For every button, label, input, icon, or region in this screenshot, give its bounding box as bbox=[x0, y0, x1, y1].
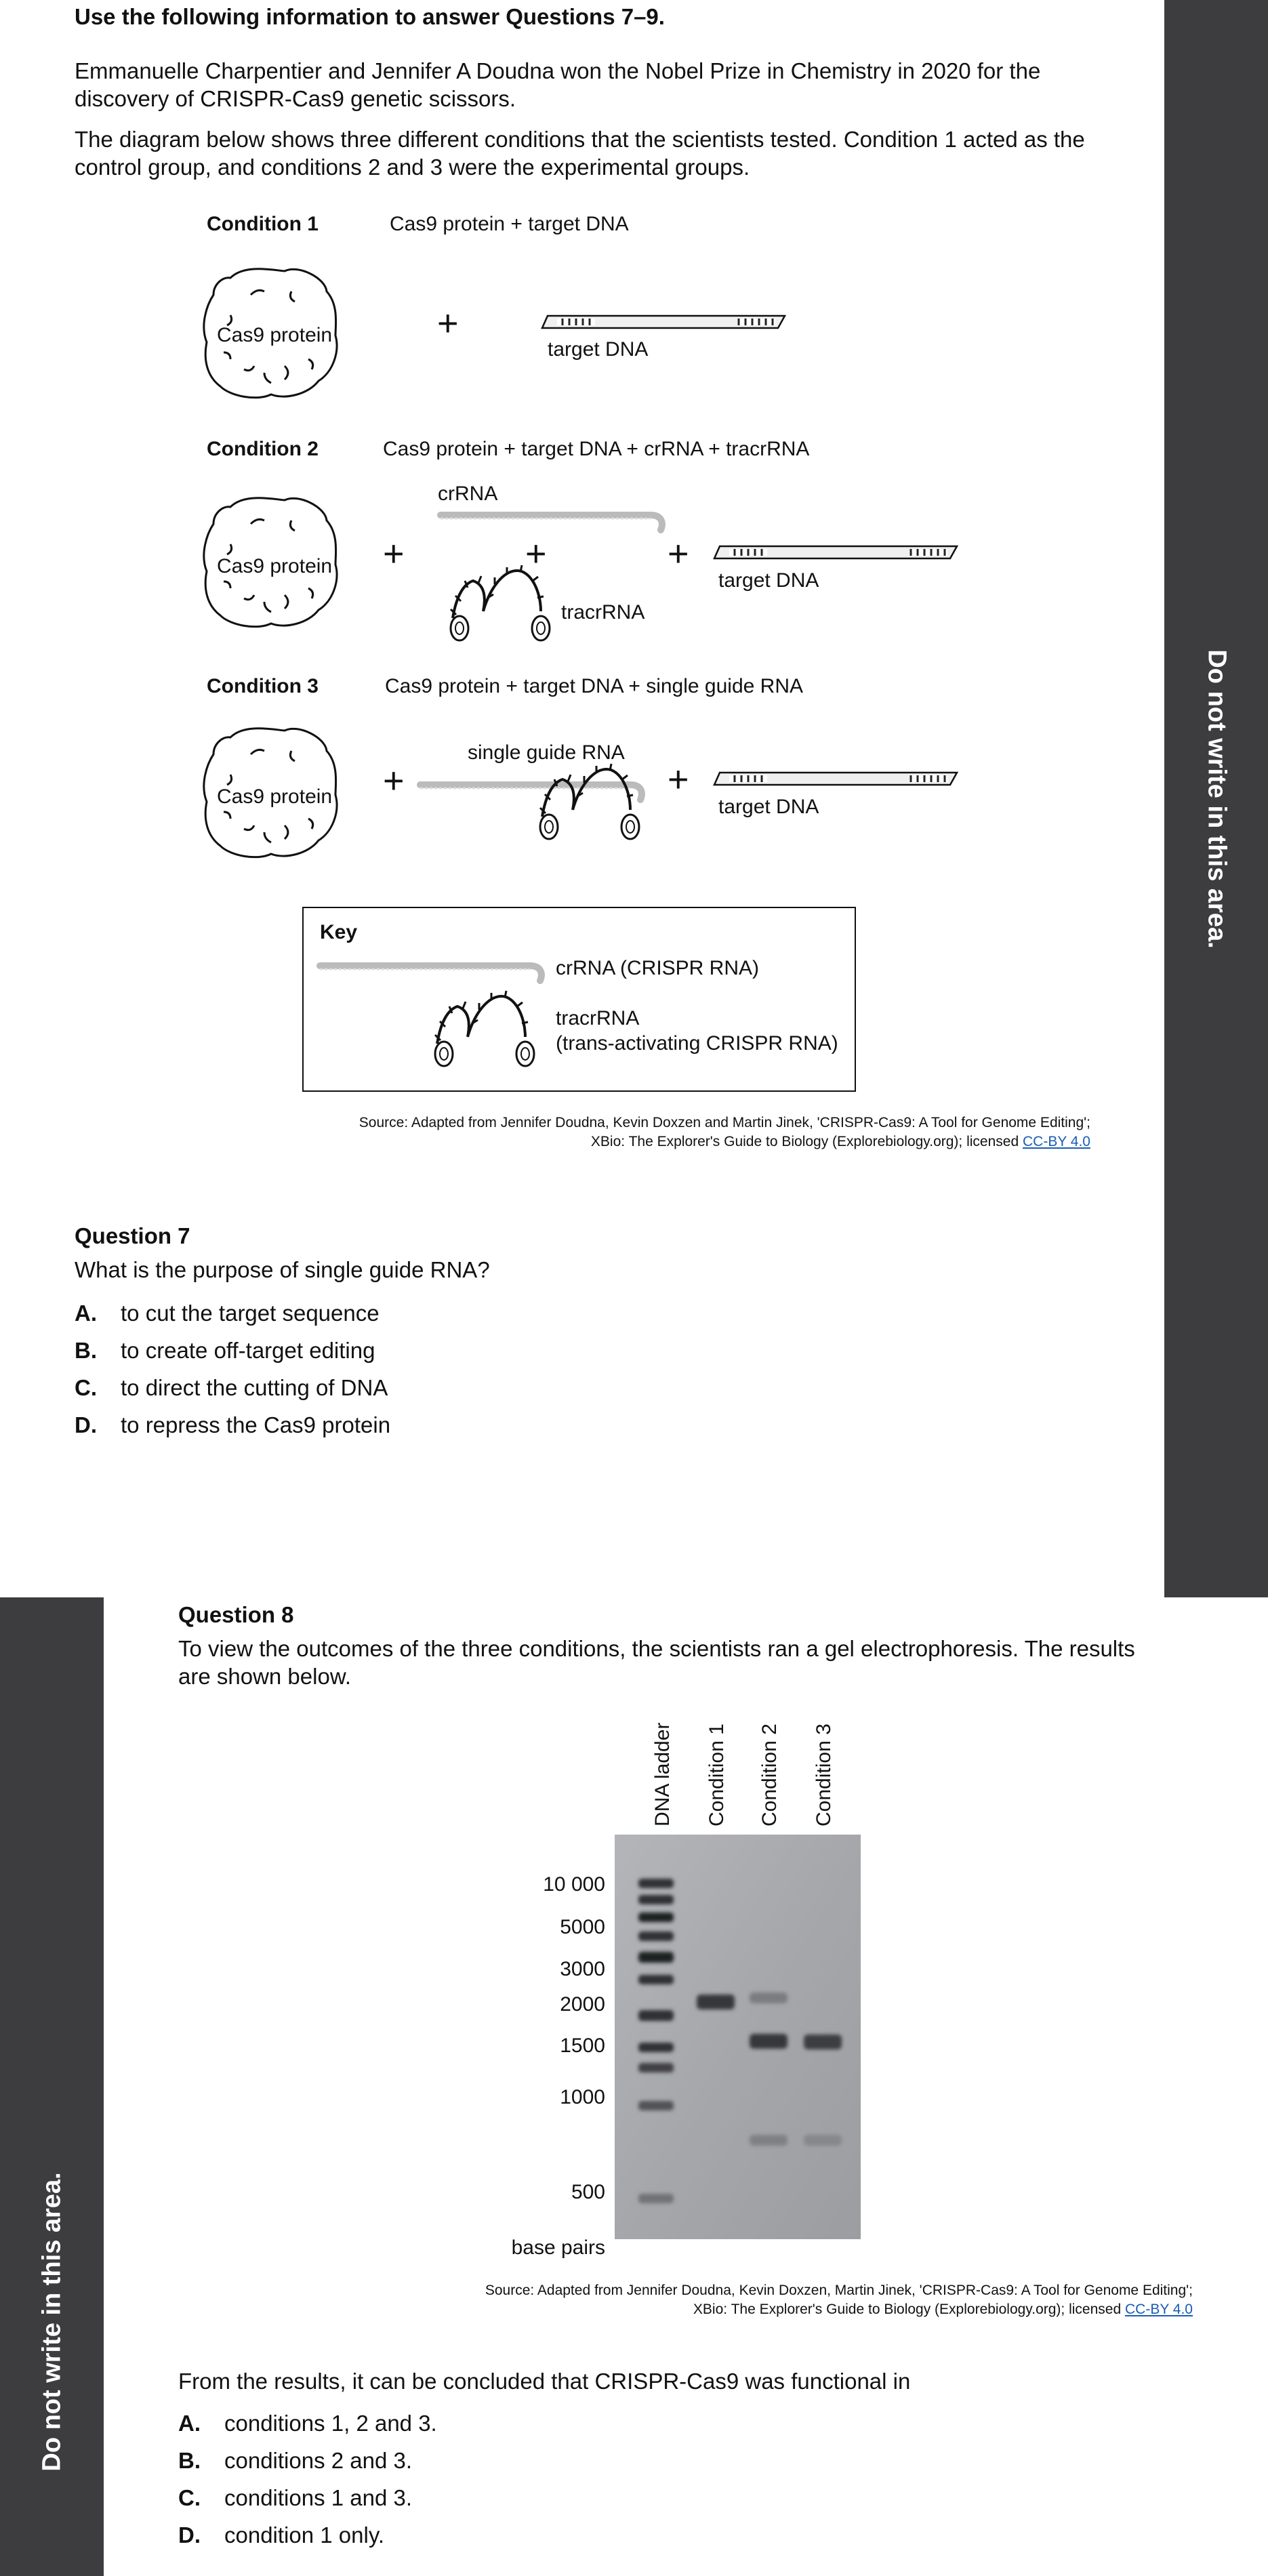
gel-source bbox=[312, 2281, 1193, 2319]
option-c[interactable]: C. conditions 1 and 3. bbox=[178, 2485, 413, 2510]
ladder-label-5000: 5000 bbox=[560, 1916, 605, 1938]
target-dna-label: target DNA bbox=[718, 569, 819, 592]
plus-sign: + bbox=[383, 533, 405, 574]
sgrna-label: single guide RNA bbox=[468, 741, 625, 764]
intro-heading: Use the following information to answer Questions 7–9. bbox=[75, 4, 665, 29]
option-d[interactable]: D. condition 1 only. bbox=[178, 2522, 385, 2548]
target-dna-label: target DNA bbox=[548, 338, 649, 361]
lane-label-condition-3: Condition 3 bbox=[813, 1723, 835, 1826]
condition-3-title: Condition 3 bbox=[207, 675, 319, 697]
tracrrna-label: tracrRNA bbox=[561, 601, 645, 623]
condition-2-title: Condition 2 bbox=[207, 438, 319, 460]
lane-label-condition-1: Condition 1 bbox=[705, 1723, 728, 1826]
intro-paragraph-2: The diagram below shows three different conditions that the scientists tested. Condition 1 acted as the control group, and conditions 2 and 3 were the experimental groups. bbox=[75, 127, 1085, 180]
right-margin-text: Do not write in this area. bbox=[1202, 649, 1231, 949]
option-a[interactable]: A. conditions 1, 2 and 3. bbox=[178, 2411, 437, 2436]
gel-axis-label: base pairs bbox=[511, 2236, 605, 2259]
option-c[interactable]: C. to direct the cutting of DNA bbox=[75, 1375, 388, 1400]
condition-1-bands bbox=[697, 1995, 735, 2009]
diagram-source bbox=[209, 1113, 1090, 1151]
ladder-label-1000: 1000 bbox=[560, 2086, 605, 2108]
tracrrna-shape bbox=[451, 565, 550, 640]
plus-sign: + bbox=[437, 303, 459, 344]
question-8-conclusion: From the results, it can be concluded that CRISPR-Cas9 was functional in bbox=[178, 2369, 911, 2394]
key-tracrrna-description: (trans-activating CRISPR RNA) bbox=[556, 1032, 838, 1055]
question-7-options bbox=[75, 1294, 390, 1444]
key-box bbox=[303, 907, 855, 1091]
ladder-label-1500: 1500 bbox=[560, 2035, 605, 2057]
option-a[interactable]: A. to cut the target sequence bbox=[75, 1301, 380, 1326]
diagram-source-line-1: Source: Adapted from Jennifer Doudna, Kevin Doxzen and Martin Jinek, 'CRISPR-Cas9: A Tool for Genome Editing'; bbox=[359, 1115, 1090, 1130]
question-7-title: Question 7 bbox=[75, 1223, 190, 1248]
target-dna-shape bbox=[714, 546, 957, 558]
key-crrna-label: crRNA (CRISPR RNA) bbox=[556, 957, 760, 979]
condition-2-formula: Cas9 protein + target DNA + crRNA + tracrRNA bbox=[383, 438, 810, 460]
cas9-label: Cas9 protein bbox=[217, 555, 333, 577]
crispr-conditions-diagram bbox=[0, 197, 1164, 1159]
plus-sign: + bbox=[668, 759, 689, 800]
lane-label-dna-ladder: DNA ladder bbox=[651, 1722, 674, 1826]
option-b[interactable]: B. to create off-target editing bbox=[75, 1338, 375, 1363]
gel-electrophoresis-figure bbox=[474, 1708, 922, 2270]
ladder-size-labels bbox=[543, 1873, 605, 2203]
question-8-prompt: To view the outcomes of the three conditions, the scientists ran a gel electrophoresis. The results are shown below. bbox=[178, 1636, 1135, 1689]
key-title: Key bbox=[320, 921, 358, 943]
condition-1-title: Condition 1 bbox=[207, 213, 319, 235]
cc-by-link[interactable]: CC-BY 4.0 bbox=[1125, 2302, 1193, 2317]
diagram-source-line-2: XBio: The Explorer's Guide to Biology (Explorebiology.org); licensed CC-BY 4.0 bbox=[590, 1134, 1090, 1149]
sgrna-shape bbox=[420, 764, 642, 839]
left-margin-text: Do not write in this area. bbox=[37, 2171, 66, 2472]
intro-paragraph-1: Emmanuelle Charpentier and Jennifer A Doudna won the Nobel Prize in Chemistry in 2020 for the discovery of CRISPR-Cas9 genetic scissors. bbox=[75, 58, 1041, 111]
gel-source-line-1: Source: Adapted from Jennifer Doudna, Kevin Doxzen, Martin Jinek, 'CRISPR-Cas9: A Tool for Genome Editing'; bbox=[485, 2283, 1193, 2298]
plus-sign: + bbox=[668, 533, 689, 574]
key-tracrrna-label: tracrRNA bbox=[556, 1007, 640, 1029]
ladder-label-10000: 10 000 bbox=[543, 1873, 605, 1896]
cas9-label: Cas9 protein bbox=[217, 785, 333, 808]
ladder-label-500: 500 bbox=[571, 2181, 605, 2203]
condition-1-formula: Cas9 protein + target DNA bbox=[390, 213, 629, 235]
gel-source-line-2: XBio: The Explorer's Guide to Biology (Explorebiology.org); licensed CC-BY 4.0 bbox=[693, 2302, 1193, 2317]
crrna-label: crRNA bbox=[438, 483, 498, 505]
target-dna-shape bbox=[542, 316, 785, 328]
left-margin-bar bbox=[0, 1597, 104, 2576]
option-d[interactable]: D. to repress the Cas9 protein bbox=[75, 1412, 391, 1437]
question-7-prompt: What is the purpose of single guide RNA? bbox=[75, 1257, 490, 1282]
cas9-label: Cas9 protein bbox=[217, 324, 333, 346]
option-b[interactable]: B. conditions 2 and 3. bbox=[178, 2448, 413, 2473]
lane-label-condition-2: Condition 2 bbox=[758, 1723, 781, 1826]
ladder-label-2000: 2000 bbox=[560, 1993, 605, 2016]
plus-sign: + bbox=[383, 760, 405, 801]
plus-sign: + bbox=[525, 533, 547, 574]
ladder-label-3000: 3000 bbox=[560, 1958, 605, 1980]
question-8-options bbox=[178, 2405, 437, 2554]
condition-3-formula: Cas9 protein + target DNA + single guide RNA bbox=[385, 675, 804, 697]
target-dna-label: target DNA bbox=[718, 796, 819, 818]
crrna-shape bbox=[441, 515, 662, 530]
question-8-title: Question 8 bbox=[178, 1602, 294, 1627]
right-margin-bar bbox=[1164, 0, 1268, 1597]
target-dna-shape bbox=[714, 773, 957, 785]
cc-by-link[interactable]: CC-BY 4.0 bbox=[1023, 1134, 1090, 1149]
